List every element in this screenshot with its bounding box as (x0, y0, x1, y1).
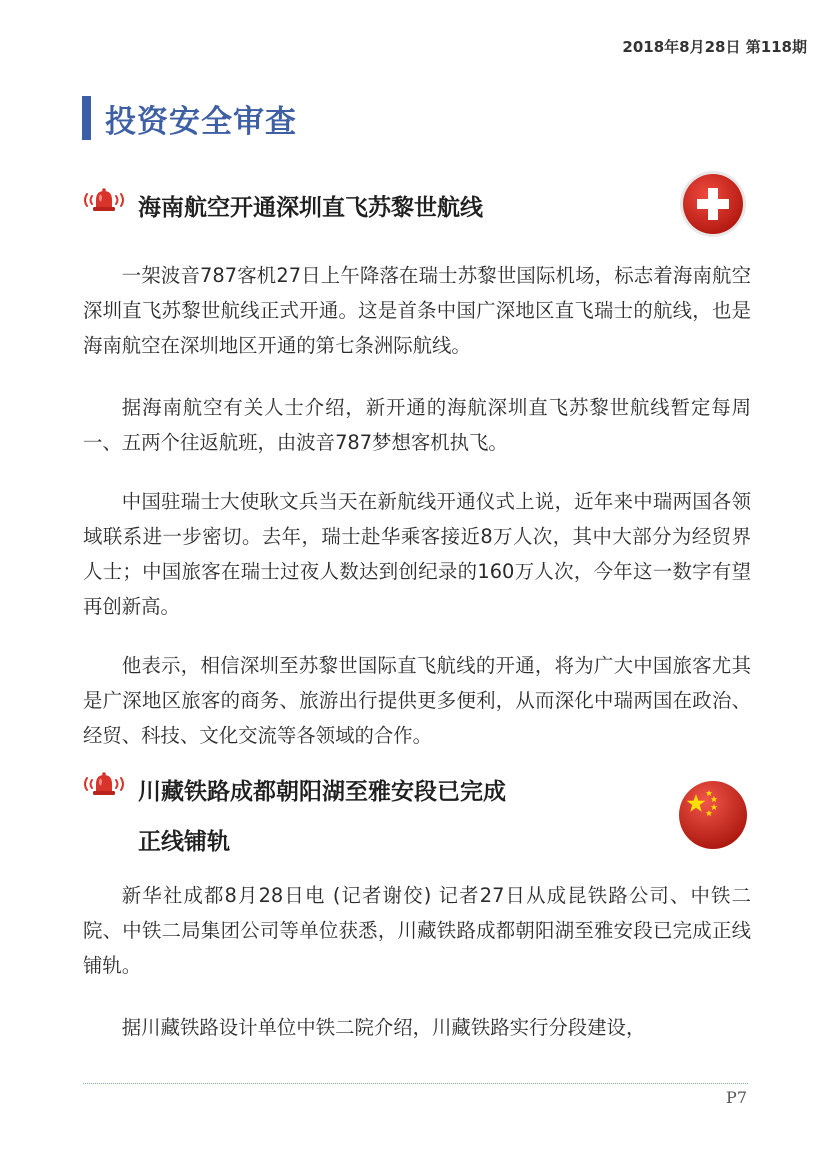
article1-header (82, 186, 483, 230)
article1-paragraph: 他表示，相信深圳至苏黎世国际直飞航线的开通，将为广大中国旅客尤其是广深地区旅客的商务、旅游出行提供更多便利，从而深化中瑞两国在政治、经贸、科技、文化交流等各领域的合作。 (83, 654, 751, 747)
alarm-bell-icon (82, 186, 126, 214)
alarm-bell-icon (82, 770, 126, 798)
article2-header (82, 770, 506, 864)
article2-paragraph: 据川藏铁路设计单位中铁二院介绍，川藏铁路实行分段建设， (121, 1016, 646, 1039)
article1-paragraph: 中国驻瑞士大使耿文兵当天在新航线开通仪式上说，近年来中瑞两国各领域联系进一步密切。去年，瑞士赴华乘客接近8万人次，其中大部分为经贸界人士；中国旅客在瑞士过夜人数达到创纪录的160万人次，今年这一数字有望再创新高。 (83, 490, 751, 618)
section-header (82, 96, 297, 140)
article1-paragraph: 据海南航空有关人士介绍，新开通的海航深圳直飞苏黎世航线暂定每周一、五两个往返航班，由波音787梦想客机执飞。 (83, 396, 751, 454)
section-title: 投资安全审查 (105, 103, 297, 140)
section-accent-bar (82, 96, 91, 140)
swiss-flag-icon (679, 170, 747, 238)
article2-title-line1: 川藏铁路成都朝阳湖至雅安段已完成 (138, 779, 506, 805)
article2-title-line2: 正线铺轨 (138, 829, 230, 855)
china-flag-icon (678, 780, 748, 850)
article1-title: 海南航空开通深圳直飞苏黎世航线 (138, 195, 483, 221)
article2-title (138, 770, 506, 864)
footer-divider (83, 1083, 748, 1084)
article2-paragraph: 新华社成都8月28日电 (记者谢佼) 记者27日从成昆铁路公司、中铁二院、中铁二局集团公司等单位获悉，川藏铁路成都朝阳湖至雅安段已完成正线铺轨。 (83, 884, 751, 977)
issue-date: 2018年8月28日 第118期 (622, 38, 807, 56)
article1-paragraph: 一架波音787客机27日上午降落在瑞士苏黎世国际机场，标志着海南航空深圳直飞苏黎世航线正式开通。这是首条中国广深地区直飞瑞士的航线，也是海南航空在深圳地区开通的第七条洲际航线。 (83, 264, 751, 357)
page-number: P7 (726, 1088, 747, 1107)
